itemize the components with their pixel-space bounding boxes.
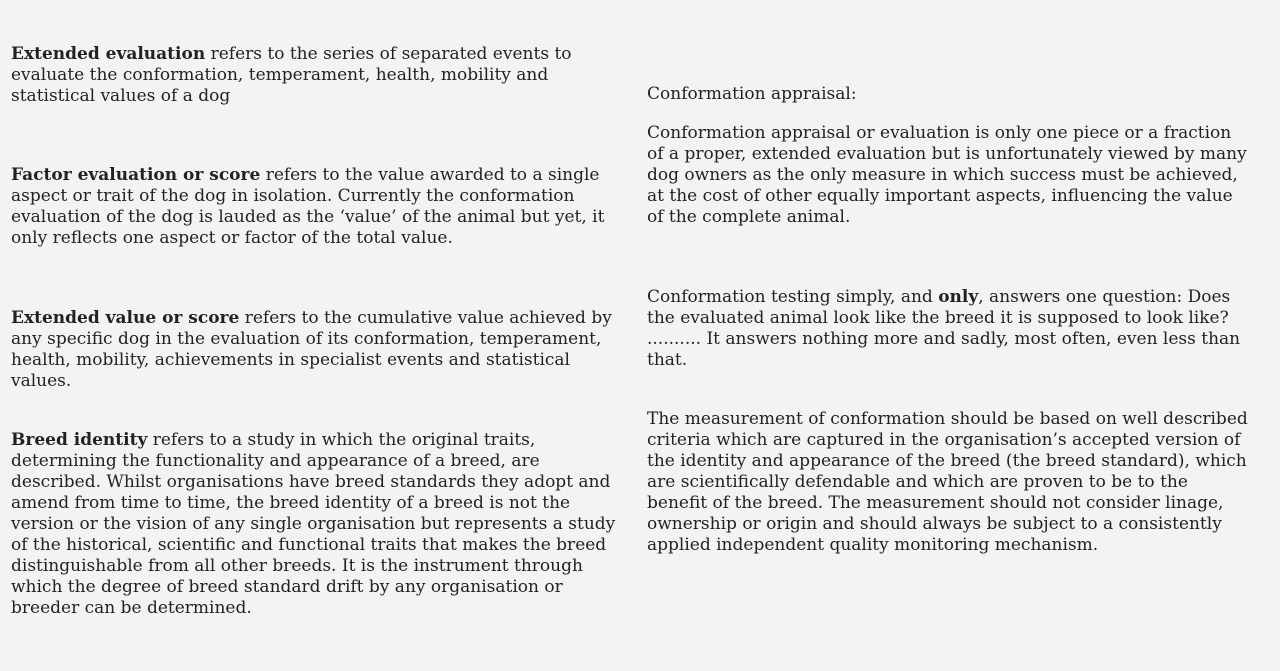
extended-evaluation-definition: refers to the series of separated events to evaluate the conformation, temperament, health, mobility and statistical values of a dog <box>11 44 572 106</box>
factor-evaluation-term: Factor evaluation or score <box>11 165 261 185</box>
factor-evaluation-paragraph <box>11 165 616 249</box>
conformation-appraisal-paragraph: Conformation appraisal or evaluation is only one piece or a fraction of a proper, extended evaluation but is unfortunately viewed by many dog owners as the only measure in which success must be achieved, at the cost of other equally important aspects, influencing the value of the complete animal. <box>647 123 1247 227</box>
conformation-testing-paragraph <box>647 287 1252 371</box>
factor-evaluation-definition: refers to the value awarded to a single aspect or trait of the dog in isolation. Currently the conformation evaluation of the dog is lauded as the ‘value’ of the animal but yet, it only reflects one aspect or factor of the total value. <box>11 165 605 248</box>
conformation-appraisal-heading: Conformation appraisal: <box>647 84 857 104</box>
measurement-paragraph: The measurement of conformation should be based on well described criteria which are captured in the organisation’s accepted version of the identity and appearance of the breed (the breed standard), which are scientifically defendable and which are proven to be to the benefit of the breed. The measurement should not consider linage, ownership or origin and should always be subject to a consistently applied independent quality monitoring mechanism. <box>647 409 1248 555</box>
extended-evaluation-paragraph <box>11 44 616 107</box>
conformation-testing-text-end: , answers one question: Does the evaluated animal look like the breed it is supposed to look like? .......... It answers nothing more and sadly, most often, even less than that. <box>647 287 1241 370</box>
breed-identity-term: Breed identity <box>11 430 148 450</box>
extended-evaluation-term: Extended evaluation <box>11 44 206 64</box>
breed-identity-paragraph <box>11 430 616 619</box>
conformation-testing-emphasis: only <box>938 287 979 307</box>
breed-identity-definition: refers to a study in which the original traits, determining the functionality and appearance of a breed, are described. Whilst organisations have breed standards they adopt and amend from time to time, the breed identity of a breed is not the version or the vision of any single organisation but represents a study of the historical, scientific and functional traits that makes the breed distinguishable from all other breeds. It is the instrument through which the degree of breed standard drift by any organisation or breeder can be determined. <box>11 430 616 618</box>
extended-value-definition: refers to the cumulative value achieved by any specific dog in the evaluation of its conformation, temperament, health, mobility, achievements in specialist events and statistical values. <box>11 308 612 391</box>
conformation-testing-text-start: Conformation testing simply, and <box>647 287 939 307</box>
extended-value-term: Extended value or score <box>11 308 240 328</box>
extended-value-paragraph <box>11 308 616 392</box>
